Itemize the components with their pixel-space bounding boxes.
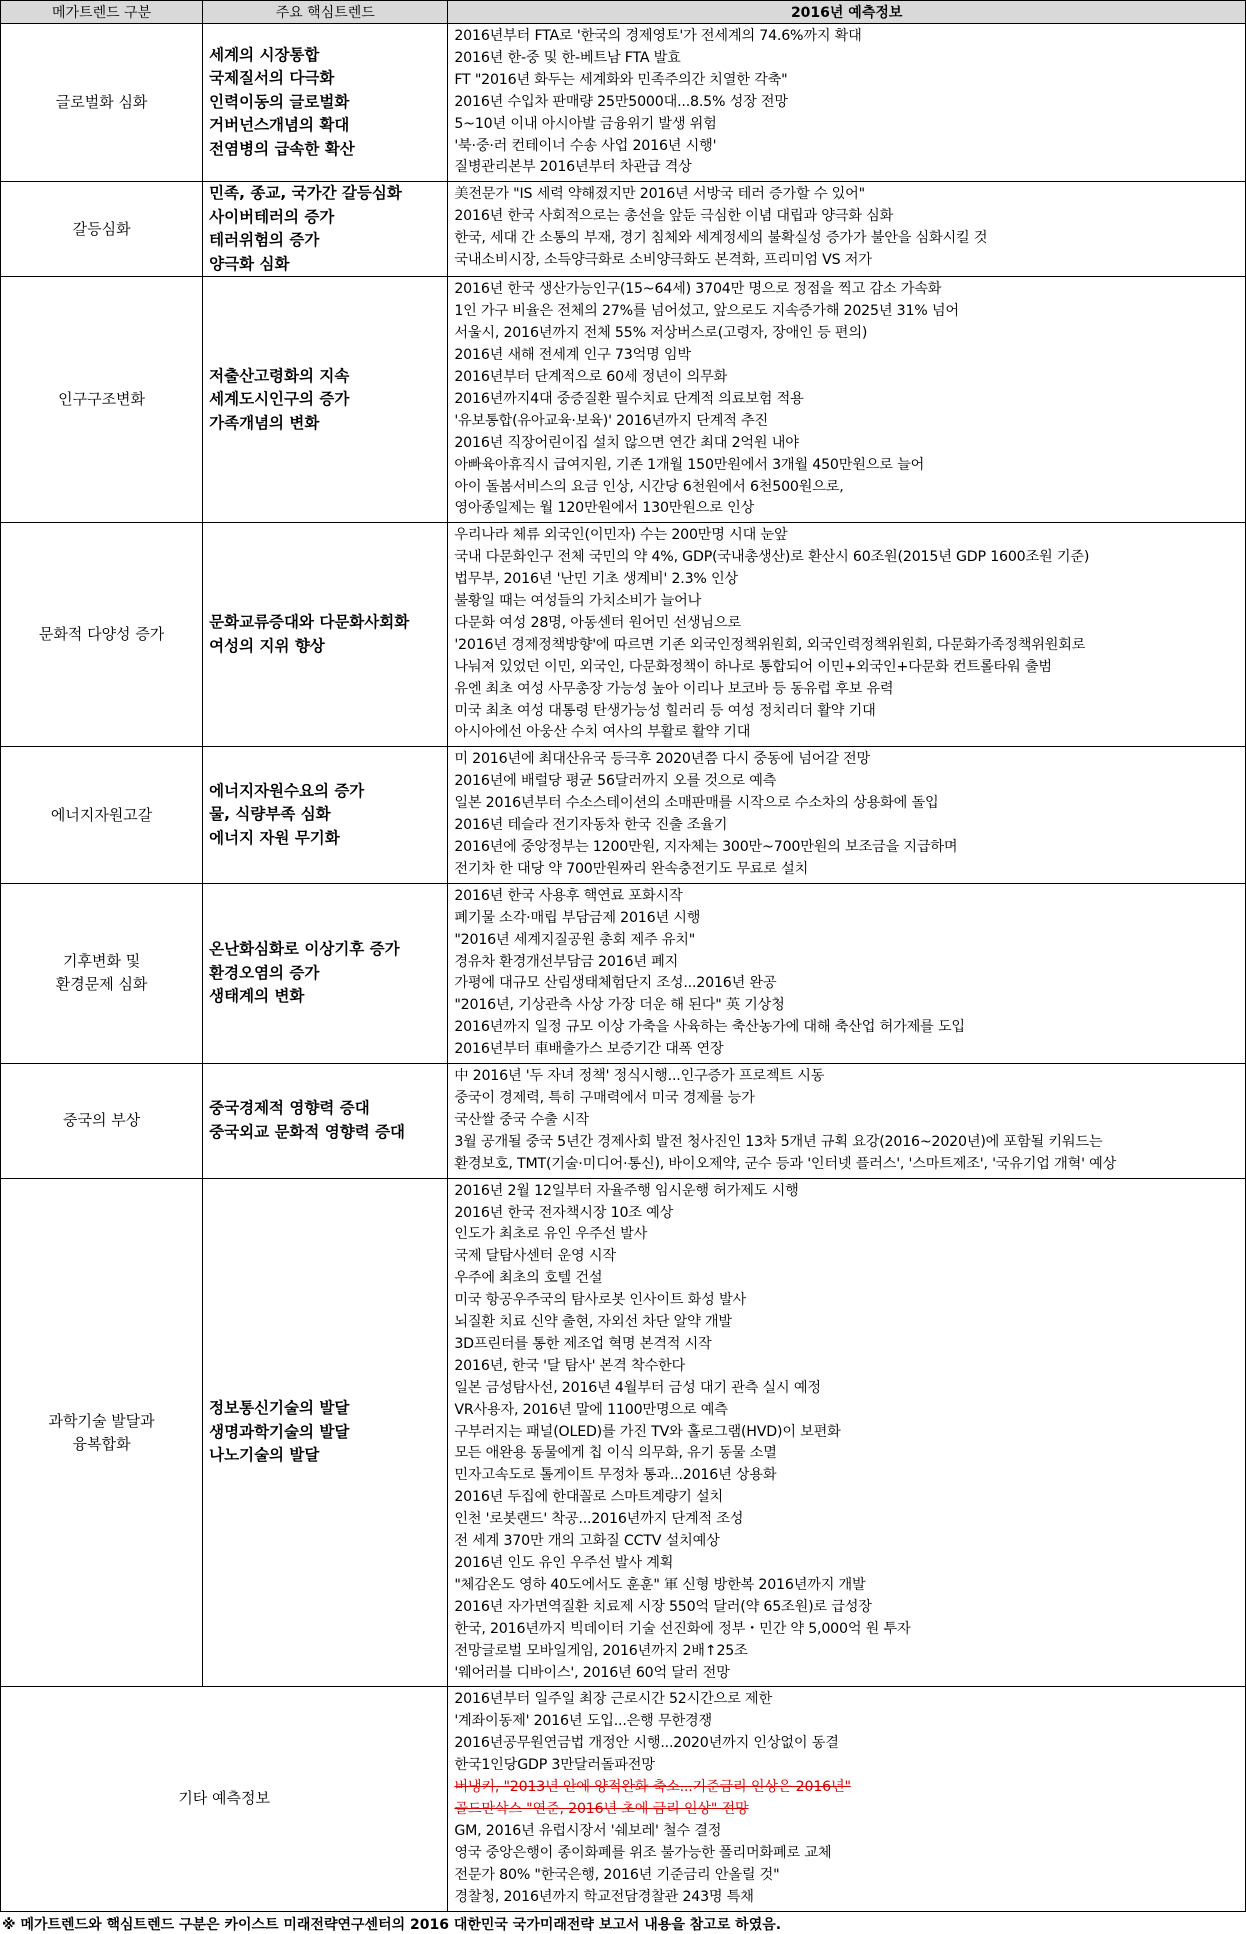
core-trend-item: 중국경제적 영향력 증대 [209,1099,370,1118]
core-trend-item: 전염병의 급속한 확산 [209,139,355,158]
core-trend-item: 생명과학기술의 발달 [209,1422,350,1441]
prediction-item: 아시아에선 아웅산 수치 여사의 부활로 활약 기대 [454,724,751,741]
prediction-item: 2016년부터 車배출가스 보증기간 대폭 연장 [454,1041,724,1058]
table-row [1,1064,1246,1179]
prediction-item: 2016년 수입차 판매량 25만5000대...8.5% 성장 전망 [454,93,788,110]
prediction-item: '계좌이동제' 2016년 도입...은행 무한경쟁 [454,1713,712,1730]
prediction-item: 일본 금성탐사선, 2016년 4월부터 금성 대기 관측 실시 예정 [454,1379,821,1396]
prediction-item: 2016년까지4대 중증질환 필수치료 단계적 의료보험 적용 [454,390,804,407]
prediction-cell [448,883,1246,1063]
table-row [1,523,1246,747]
prediction-item: 2016년부터 FTA로 '한국의 경제영토'가 전세계의 74.6%까지 확대 [454,28,862,44]
prediction-item: 한국1인당GDP 3만달러돌파전망 [454,1757,655,1774]
prediction-item: 2016년부터 일주일 최장 근로시간 52시간으로 제한 [454,1691,772,1708]
prediction-item: 법무부, 2016년 '난민 기초 생계비' 2.3% 인상 [454,571,739,588]
prediction-cell [448,747,1246,883]
table-row [1,883,1246,1063]
prediction-item: 미국 최초 여성 대통령 탄생가능성 힐러리 등 여성 정치리더 활약 기대 [454,702,876,719]
megatrend-label: 환경문제 심화 [55,975,148,994]
megatrend-cell [1,1064,203,1179]
prediction-item: 3월 공개될 중국 5년간 경제사회 발전 청사진인 13차 5개년 규획 요강(2016~2020년)에 포함될 키워드는 [454,1133,1103,1150]
prediction-item: '2016년 경제정책방향'에 따르면 기존 외국인정책위원회, 외국인력정책위원회, 다문화가족정책위원회로 [454,636,1086,653]
prediction-item: 국산쌀 중국 수출 시작 [454,1111,589,1128]
core-trend-item: 세계의 시장통합 [209,45,320,64]
core-trend-item: 저출산고령화의 지속 [209,366,350,385]
prediction-item: 한국, 2016년까지 빅데이터 기술 선진화에 정부・민간 약 5,000억 원 투자 [454,1620,911,1637]
prediction-item-struck: 골드만삭스 "연준, 2016년 초에 금리 인상" 전망 [454,1800,749,1817]
prediction-item: '유보통합(유아교육·보육)' 2016년까지 단계적 추진 [454,412,769,429]
core-trend-cell [203,277,448,523]
prediction-item: 2016년 한국 사회적으로는 총선을 앞둔 극심한 이념 대립과 양극화 심화 [454,208,894,225]
megatrend-cell [1,182,203,277]
core-trend-item: 사이버테러의 증가 [209,207,335,226]
table-row [1,1687,1246,1911]
prediction-item: 영국 중앙은행이 종이화폐를 위조 불가능한 폴리머화폐로 교체 [454,1844,832,1861]
prediction-item: 질병관리본부 2016년부터 차관급 격상 [454,159,692,176]
core-trend-cell [203,883,448,1063]
prediction-item: 국내소비시장, 소득양극화로 소비양극화도 본격화, 프리미엄 VS 저가 [454,252,872,269]
footnote: ※ 메가트렌드와 핵심트렌드 구분은 카이스트 미래전략연구센터의 2016 대한민국 국가미래전략 보고서 내용을 참고로 하였음. [2,1916,782,1933]
prediction-item: 전기차 한 대당 약 700만원짜리 완속충전기도 무료로 설치 [454,860,809,877]
header-row [1,1,1246,24]
megatrend-label: 인구구조변화 [58,390,146,409]
prediction-item: 2016년까지 일정 규모 이상 가축을 사육하는 축산농가에 대해 축산업 허가제를 도입 [454,1019,965,1036]
core-trend-item: 인력이동의 글로벌화 [209,92,350,111]
megatrend-cell [1,747,203,883]
prediction-item: 불황일 때는 여성들의 가치소비가 늘어나 [454,593,702,610]
prediction-item: 美전문가 "IS 세력 약해졌지만 2016년 서방국 테러 증가할 수 있어" [454,186,865,203]
prediction-item: 인도가 최초로 유인 우주선 발사 [454,1226,648,1243]
megatrend-label: 과학기술 발달과 [48,1411,155,1430]
prediction-item: 2016년 한국 생산가능인구(15~64세) 3704만 명으로 정점을 찍고 감소 가속화 [454,281,942,298]
core-trend-item: 물, 식량부족 심화 [209,805,331,824]
prediction-item-struck: 버냉키, "2013년 안에 양적완화 축소...기준금리 인상은 2016년" [454,1779,851,1796]
prediction-cell [448,277,1246,523]
prediction-item: 모든 애완용 동물에게 칩 이식 의무화, 유기 동물 소멸 [454,1445,777,1462]
megatrend-label: 기후변화 및 [62,952,141,971]
prediction-item: 영아종일제는 월 120만원에서 130만원으로 인상 [454,500,755,517]
megatrend-label: 갈등심화 [72,219,131,238]
core-trend-item: 환경오염의 증가 [209,963,320,982]
prediction-item: "체감온도 영하 40도에서도 훈훈" 軍 신형 방한복 2016년까지 개발 [454,1576,866,1593]
core-trend-item: 에너지 자원 무기화 [209,828,340,847]
prediction-item: 2016년 자가면역질환 치료제 시장 550억 달러(약 65조원)로 급성장 [454,1598,872,1615]
prediction-item: 구부러지는 패널(OLED)를 가진 TV와 홀로그램(HVD)이 보편화 [454,1423,841,1440]
megatrend-label: 문화적 다양성 증가 [38,625,165,644]
prediction-item: 2016년 두집에 한대꼴로 스마트계량기 설치 [454,1489,723,1506]
prediction-item: 일본 2016년부터 수소스테이션의 소매판매를 시작으로 수소차의 상용화에 돌입 [454,795,939,812]
prediction-item: 환경보호, TMT(기술·미디어·통신), 바이오제약, 군수 등과 '인터넷 플러스', '스마트제조', '국유기업 개혁' 예상 [454,1155,1117,1172]
table-body [1,24,1246,1912]
prediction-item: 경찰청, 2016년까지 학교전담경찰관 243명 특채 [454,1888,754,1905]
prediction-item: 2016년, 한국 '달 탐사' 본격 착수한다 [454,1357,685,1374]
prediction-item: 미 2016년에 최대산유국 등극후 2020년쯤 다시 중동에 넘어갈 전망 [454,751,871,768]
core-trend-item: 나노기술의 발달 [209,1446,320,1465]
prediction-item: 2016년 한국 사용후 핵연료 포화시작 [454,887,683,904]
prediction-item: 민자고속도로 톨게이트 무정차 통과...2016년 상용화 [454,1467,777,1484]
core-trend-cell [203,1178,448,1687]
prediction-item: "2016년 세계지질공원 총회 제주 유치" [454,931,696,948]
prediction-item: 중국이 경제력, 특히 구매력에서 미국 경제를 능가 [454,1089,755,1106]
prediction-item: 2016년 2월 12일부터 자율주행 임시운행 허가제도 시행 [454,1182,799,1199]
core-trend-item: 세계도시인구의 증가 [209,390,350,409]
table-row [1,182,1246,277]
prediction-item: 2016년공무원연금법 개정안 시행...2020년까지 인상없이 동결 [454,1735,839,1752]
core-trend-item: 온난화심화로 이상기후 증가 [209,940,400,959]
table-row [1,747,1246,883]
prediction-item: 2016년 직장어린이집 설치 않으면 연간 최대 2억원 내야 [454,434,799,451]
prediction-item: 2016년 한국 전자책시장 10조 예상 [454,1204,674,1221]
core-trend-item: 문화교류증대와 다문화사회화 [209,613,410,632]
prediction-item: '북·중·러 컨테이너 수송 사업 2016년 시행' [454,137,717,154]
core-trend-item: 양극화 심화 [209,254,290,273]
megatrend-cell [1,1178,203,1687]
megatrend-label: 글로벌화 심화 [55,93,148,112]
core-trend-item: 여성의 지위 향상 [209,636,325,655]
core-trend-item: 에너지자원수요의 증가 [209,781,365,800]
prediction-item: 中 2016년 '두 자녀 정책' 정식시행...인구증가 프로젝트 시동 [454,1068,825,1085]
prediction-item: 2016년에 배럴당 평균 56달러까지 오를 것으로 예측 [454,773,777,790]
prediction-item: 미국 항공우주국의 탐사로봇 인사이트 화성 발사 [454,1292,746,1309]
prediction-item: '웨어러블 디바이스', 2016년 60억 달러 전망 [454,1664,730,1681]
megatrend-label: 에너지자원고갈 [50,805,153,824]
prediction-item: 2016년 새해 전세계 인구 73억명 임박 [454,347,691,364]
core-trend-cell [203,1064,448,1179]
prediction-item: 국내 다문화인구 전체 국민의 약 4%, GDP(국내총생산)로 환산시 60조원(2015년 GDP 1600조원 기준) [454,549,1090,566]
prediction-item: 국제 달탐사센터 운영 시작 [454,1248,616,1265]
prediction-item: 2016년부터 단계적으로 60세 정년이 의무화 [454,368,728,385]
megatrend-label: 중국의 부상 [62,1111,141,1130]
megatrend-label: 기타 예측정보 [178,1789,271,1808]
header-prediction: 2016년 예측정보 [448,1,1246,24]
prediction-item: 2016년 한-중 및 한-베트남 FTA 발효 [454,49,681,66]
prediction-item: GM, 2016년 유럽시장서 '쉐보레' 철수 결정 [454,1822,722,1839]
core-trend-item: 테러위험의 증가 [209,231,320,250]
prediction-item: FT "2016년 화두는 세계화와 민족주의간 치열한 각축" [454,71,788,88]
prediction-item: 나눠져 있었던 이민, 외국인, 다문화정책이 하나로 통합되어 이민+외국인+다문화 컨트롤타워 출범 [454,658,1052,675]
prediction-cell [448,24,1246,182]
header-megatrend: 메가트렌드 구분 [1,1,203,24]
prediction-item: 인천 '로봇랜드' 착공...2016년까지 단계적 조성 [454,1511,744,1528]
prediction-item: 전 세계 370만 개의 고화질 CCTV 설치예상 [454,1533,720,1550]
megatrend-label: 융복합화 [72,1434,131,1453]
prediction-cell [448,1178,1246,1687]
prediction-cell [448,523,1246,747]
prediction-item: 아빠육아휴직시 급여지원, 기존 1개월 150만원에서 3개월 450만원으로 늘어 [454,456,925,473]
prediction-item: 우주에 최초의 호텔 건설 [454,1270,603,1287]
core-trend-cell [203,747,448,883]
core-trend-cell [203,182,448,277]
prediction-item: 가평에 대규모 산림생태체험단지 조성...2016년 완공 [454,975,777,992]
core-trend-item: 거버넌스개념의 확대 [209,116,350,135]
megatrend-cell [1,24,203,182]
prediction-item: 1인 가구 비율은 전체의 27%를 넘어섰고, 앞으로도 지속증가해 2025년 31% 넘어 [454,303,959,320]
prediction-cell [448,182,1246,277]
megatrend-cell [1,523,203,747]
prediction-item: "2016년, 기상관측 사상 가장 더운 해 된다" 英 기상청 [454,997,785,1014]
megatrend-cell [1,883,203,1063]
prediction-item: 서울시, 2016년까지 전체 55% 저상버스로(고령자, 장애인 등 편의) [454,325,868,342]
prediction-item: 2016년 테슬라 전기자동차 한국 진출 조율기 [454,817,728,834]
prediction-item: 아이 돌봄서비스의 요금 인상, 시간당 6천원에서 6천500원으로, [454,478,844,495]
megatrend-cell [1,277,203,523]
core-trend-item: 국제질서의 다극화 [209,69,335,88]
prediction-cell [448,1064,1246,1179]
prediction-item: 전문가 80% "한국은행, 2016년 기준금리 안올릴 것" [454,1866,780,1883]
prediction-item: 2016년 인도 유인 우주선 발사 계획 [454,1555,674,1571]
table-row [1,1178,1246,1687]
core-trend-item: 중국외교 문화적 영향력 증대 [209,1122,406,1141]
prediction-item: 3D프린터를 통한 제조업 혁명 본격적 시작 [454,1335,712,1352]
core-trend-item: 가족개념의 변화 [209,413,320,432]
core-trend-cell [203,523,448,747]
table-row [1,24,1246,182]
core-trend-item: 생태계의 변화 [209,987,305,1006]
header-core-trend: 주요 핵심트렌드 [203,1,448,24]
core-trend-item: 민족, 종교, 국가간 갈등심화 [209,184,402,203]
prediction-item: 우리나라 체류 외국인(이민자) 수는 200만명 시대 눈앞 [454,527,788,544]
core-trend-cell [203,24,448,182]
prediction-item: 폐기물 소각·매립 부담금제 2016년 시행 [454,909,701,926]
prediction-item: 5~10년 이내 아시아발 금융위기 발생 위험 [454,115,717,132]
prediction-item: 다문화 여성 28명, 아동센터 원어민 선생님으로 [454,614,741,631]
prediction-item: 유엔 최초 여성 사무총장 가능성 높아 이리나 보코바 등 동유럽 후보 유력 [454,680,894,697]
prediction-item: 전망글로벌 모바일게임, 2016년까지 2배↑25조 [454,1642,748,1659]
table-row [1,277,1246,523]
prediction-item: 2016년에 중앙정부는 1200만원, 지자체는 300만~700만원의 보조금을 지급하며 [454,839,958,855]
core-trend-item: 정보통신기술의 발달 [209,1399,350,1418]
prediction-item: VR사용자, 2016년 말에 1100만명으로 예측 [454,1401,728,1418]
prediction-item: 뇌질환 치료 신약 출현, 자외선 차단 알약 개발 [454,1314,732,1331]
prediction-item: 한국, 세대 간 소통의 부재, 경기 침체와 세계정세의 불확실성 증가가 불안을 심화시킬 것 [454,230,988,247]
prediction-cell [448,1687,1246,1911]
megatrend-cell [1,1687,448,1911]
prediction-item: 경유차 환경개선부담금 2016년 폐지 [454,953,679,970]
